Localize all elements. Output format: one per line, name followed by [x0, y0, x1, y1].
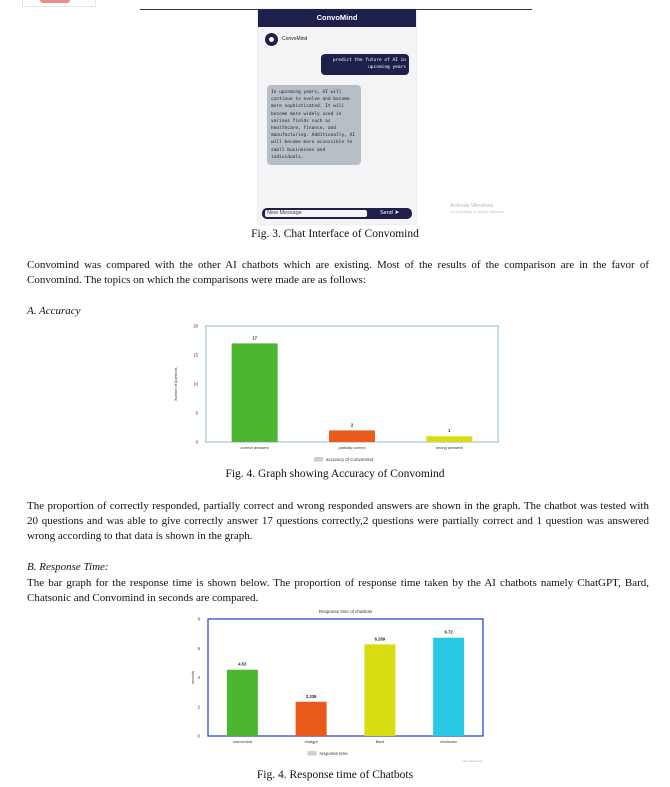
y-tick-label: 0: [197, 733, 200, 739]
windows-watermark-subtitle: Go to Settings to activate Windows.: [450, 210, 506, 214]
legend-label: response time: [319, 751, 348, 756]
fig4-accuracy-caption: Fig. 4. Graph showing Accuracy of Convomind: [225, 468, 445, 480]
x-tick-label: chatgpt: [304, 739, 318, 744]
section-accuracy-heading: A. Accuracy: [27, 305, 81, 317]
bot-name: ConvoMind: [282, 36, 308, 42]
y-tick-label: 0: [195, 439, 198, 445]
bot-message-bubble: In upcoming years, AI will continue to evolve and become more sophisticated. It will become more widely used in various fields such as healthcare, finance, and manufacturing. Additionally, AI will become more accessible to small businesses and individuals.: [267, 85, 361, 165]
bar: [329, 430, 375, 442]
user-message-bubble: predict the future of AI in upcoming years: [321, 54, 409, 75]
send-button-label: Send: [380, 210, 393, 216]
y-axis-label: seconds: [191, 670, 195, 685]
bar: [364, 644, 395, 736]
bar-value-label: 6.269: [374, 636, 386, 642]
bot-avatar: [265, 33, 278, 46]
bar-value-label: 1: [448, 428, 451, 434]
accuracy-chart: [170, 318, 500, 468]
chat-screenshot: [258, 9, 416, 224]
x-tick-label: correct answers: [240, 445, 269, 450]
bar-value-label: 2.339: [305, 693, 317, 699]
x-tick-label: Bard: [375, 739, 385, 744]
y-tick-label: 10: [193, 381, 198, 387]
message-input-bar[interactable]: [262, 208, 412, 219]
section-response-time-heading: B. Response Time:: [27, 561, 109, 573]
fig3-caption: Fig. 3. Chat Interface of Convomind: [251, 228, 419, 240]
x-tick-label: chatsonic: [440, 739, 458, 744]
y-tick-label: 20: [193, 323, 198, 329]
bar-value-label: 17: [252, 335, 258, 341]
x-tick-label: partially correct: [338, 445, 366, 450]
accuracy-paragraph: The proportion of correctly responded, partially correct and wrong responded answers are shown in the graph. The chatbot was tested with 20 questions and was able to give correctly answer 17 questions correctly,2 questions were partially correct and 1 question was answered wrong according to that data is shown in the graph.: [27, 500, 649, 542]
x-tick-label: convomind: [232, 739, 253, 744]
y-tick-label: 4: [197, 675, 200, 680]
bar-value-label: 6.72: [444, 629, 453, 635]
y-tick-label: 2: [197, 704, 200, 710]
chat-header: [258, 9, 416, 27]
bar-value-label: 4.53: [238, 661, 247, 667]
bar: [426, 436, 472, 442]
legend-swatch: [308, 751, 317, 756]
chart-title: Response time of chatbots: [318, 609, 373, 614]
response-time-chart: [188, 607, 498, 767]
bar: [227, 670, 258, 736]
y-axis-label: Number of Questions: [174, 367, 178, 401]
comparison-paragraph: Convomind was compared with the other AI chatbots which are existing. Most of the results of the comparison are in the favor of Convomind. The topics on which the comparisons were made are as follows:: [27, 259, 649, 286]
legend-swatch: [314, 457, 323, 462]
response-time-paragraph: The bar graph for the response time is shown below. The proportion of response time taken by the AI chatbots namely ChatGPT, Bard, Chatsonic and Convomind in seconds are compared.: [27, 577, 649, 604]
logo-fragment-mark: [40, 0, 70, 3]
y-tick-label: 8: [197, 616, 200, 622]
bar-value-label: 2: [350, 422, 354, 428]
bar: [296, 702, 327, 736]
y-tick-label: 6: [197, 645, 200, 651]
legend-label: accuracy of Convomind: [326, 457, 374, 462]
message-input-placeholder: New Message: [267, 210, 302, 216]
bar: [232, 343, 278, 442]
send-icon: ➤: [394, 210, 400, 216]
bar: [433, 638, 464, 736]
y-tick-label: 5: [195, 410, 198, 416]
windows-watermark-title: Activate Windows: [450, 203, 494, 209]
y-tick-label: 15: [193, 352, 198, 358]
message-input-field[interactable]: [265, 210, 367, 217]
chat-header-title: ConvoMind: [316, 13, 358, 22]
x-tick-label: wrong answers: [435, 445, 463, 450]
send-button[interactable]: [380, 208, 399, 219]
fig4-response-caption: Fig. 4. Response time of Chatbots: [256, 769, 414, 781]
chart-credit: meta-chart.com: [462, 759, 483, 763]
